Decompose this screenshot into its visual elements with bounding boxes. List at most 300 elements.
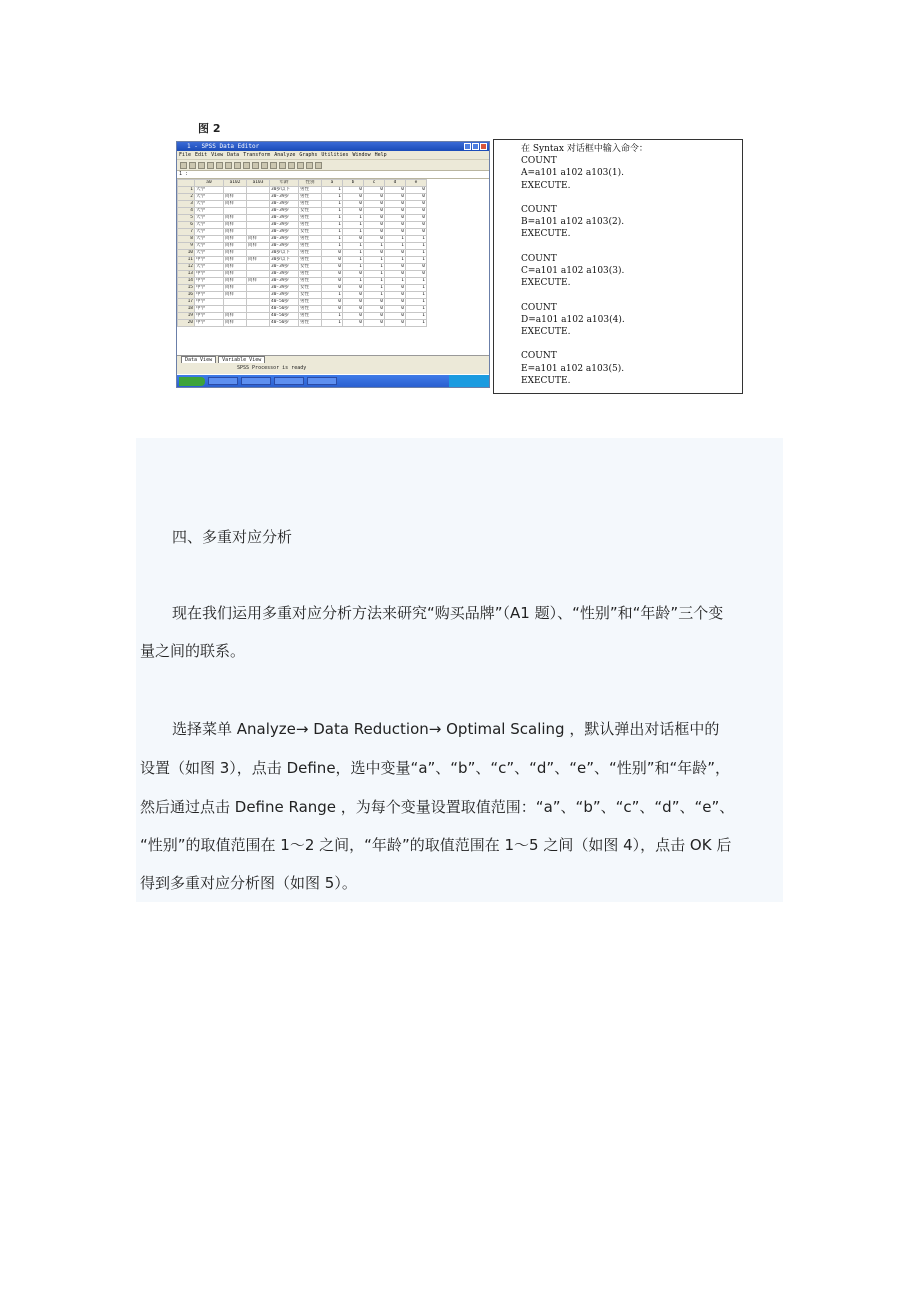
table-row: [178, 292, 427, 299]
table-cell[interactable]: [247, 313, 270, 320]
row-number[interactable]: 9: [178, 243, 195, 250]
table-cell[interactable]: 0: [343, 292, 364, 299]
table-cell[interactable]: 30-39岁: [270, 215, 299, 222]
table-row: [178, 285, 427, 292]
syntax-line: E=a101 a102 a103(5).: [521, 363, 625, 374]
table-cell[interactable]: 大学: [195, 208, 224, 215]
table-cell[interactable]: 0: [364, 194, 385, 201]
table-cell[interactable]: 1: [385, 243, 406, 250]
column-header[interactable]: d: [385, 180, 406, 187]
table-cell[interactable]: 1: [406, 299, 427, 306]
menu-item[interactable]: Help: [374, 152, 387, 158]
table-cell[interactable]: 女性: [299, 285, 322, 292]
table-cell[interactable]: 1: [364, 285, 385, 292]
table-row: [178, 320, 427, 327]
table-cell[interactable]: [247, 292, 270, 299]
menu-item[interactable]: Data: [227, 152, 240, 158]
menu-item[interactable]: Graphs: [299, 152, 318, 158]
table-cell[interactable]: 男性: [299, 215, 322, 222]
row-number[interactable]: 12: [178, 264, 195, 271]
table-cell[interactable]: 30-39岁: [270, 285, 299, 292]
table-cell[interactable]: 大学: [195, 264, 224, 271]
table-cell[interactable]: 30岁以下: [270, 250, 299, 257]
table-cell[interactable]: 30-39岁: [270, 208, 299, 215]
table-cell[interactable]: 中学: [195, 299, 224, 306]
table-cell[interactable]: 30-39岁: [270, 194, 299, 201]
table-cell[interactable]: 0: [322, 299, 343, 306]
syntax-line: D=a101 a102 a103(4).: [521, 314, 625, 325]
table-cell[interactable]: 男性: [299, 306, 322, 313]
table-row: [178, 215, 427, 222]
row-number[interactable]: 6: [178, 222, 195, 229]
table-cell[interactable]: 同样: [224, 215, 247, 222]
menu-item[interactable]: View: [211, 152, 224, 158]
table-cell[interactable]: 1: [406, 250, 427, 257]
table-cell[interactable]: 大学: [195, 187, 224, 194]
table-cell[interactable]: 0: [343, 201, 364, 208]
table-cell[interactable]: 1: [406, 292, 427, 299]
tab-variable-view[interactable]: Variable View: [218, 356, 265, 364]
table-cell[interactable]: 同样: [224, 271, 247, 278]
table-cell[interactable]: 男性: [299, 278, 322, 285]
paragraph-line: 得到多重对应分析图（如图 5）。: [140, 874, 357, 892]
table-cell[interactable]: 1: [343, 243, 364, 250]
table-cell[interactable]: [247, 229, 270, 236]
table-cell[interactable]: 中学: [195, 285, 224, 292]
paragraph-line: “性别”的取值范围在 1～2 之间，“年龄”的取值范围在 1～5 之间（如图 4），点击 OK 后: [140, 836, 732, 854]
column-header[interactable]: a102: [224, 180, 247, 187]
table-cell[interactable]: 0: [385, 285, 406, 292]
row-number[interactable]: 13: [178, 271, 195, 278]
table-cell[interactable]: 1: [364, 271, 385, 278]
table-cell[interactable]: 0: [406, 215, 427, 222]
table-cell[interactable]: [247, 222, 270, 229]
table-cell[interactable]: 40-50岁: [270, 299, 299, 306]
row-number[interactable]: 11: [178, 257, 195, 264]
table-cell[interactable]: [224, 306, 247, 313]
table-cell[interactable]: 男性: [299, 250, 322, 257]
maximize-icon[interactable]: [472, 143, 479, 150]
table-row: [178, 264, 427, 271]
table-cell[interactable]: 0: [406, 208, 427, 215]
spss-menubar: [177, 151, 489, 159]
table-cell[interactable]: 0: [385, 229, 406, 236]
table-cell[interactable]: 30-39岁: [270, 222, 299, 229]
row-number[interactable]: 16: [178, 292, 195, 299]
table-cell[interactable]: 0: [343, 236, 364, 243]
data-grid: [177, 179, 489, 327]
table-cell[interactable]: 男性: [299, 320, 322, 327]
table-row: [178, 271, 427, 278]
syntax-line: A=a101 a102 a103(1).: [521, 168, 625, 179]
goto-case-icon[interactable]: [243, 162, 250, 169]
table-cell[interactable]: 0: [343, 313, 364, 320]
table-cell[interactable]: 1: [322, 208, 343, 215]
spss-titlebar: [177, 142, 489, 151]
table-cell[interactable]: [224, 187, 247, 194]
spss-title: 1 - SPSS Data Editor: [187, 143, 260, 150]
weight-cases-icon[interactable]: [297, 162, 304, 169]
table-cell[interactable]: 男性: [299, 236, 322, 243]
row-number[interactable]: 14: [178, 278, 195, 285]
goto-chart-icon[interactable]: [234, 162, 241, 169]
spss-screenshot: [176, 141, 490, 388]
table-cell[interactable]: 中学: [195, 320, 224, 327]
table-cell[interactable]: 女性: [299, 229, 322, 236]
table-cell[interactable]: 同样: [224, 292, 247, 299]
table-cell[interactable]: 0: [406, 187, 427, 194]
column-header[interactable]: a: [322, 180, 343, 187]
table-cell[interactable]: 0: [343, 271, 364, 278]
table-cell[interactable]: 0: [406, 264, 427, 271]
table-cell[interactable]: 0: [322, 264, 343, 271]
table-cell[interactable]: 0: [406, 271, 427, 278]
table-cell[interactable]: 0: [364, 236, 385, 243]
table-cell[interactable]: 男性: [299, 313, 322, 320]
table-cell[interactable]: 男性: [299, 271, 322, 278]
dialog-recall-icon[interactable]: [207, 162, 214, 169]
table-cell[interactable]: 大学: [195, 250, 224, 257]
section-heading: 四、多重对应分析: [172, 528, 293, 546]
table-cell[interactable]: 0: [343, 306, 364, 313]
table-cell[interactable]: 0: [385, 222, 406, 229]
table-cell[interactable]: 1: [385, 257, 406, 264]
table-cell[interactable]: 0: [385, 271, 406, 278]
table-cell[interactable]: 1: [343, 229, 364, 236]
table-cell[interactable]: 中学: [195, 313, 224, 320]
row-number[interactable]: 17: [178, 299, 195, 306]
table-cell[interactable]: 男性: [299, 187, 322, 194]
table-cell[interactable]: 0: [385, 208, 406, 215]
table-cell[interactable]: 1: [385, 236, 406, 243]
table-cell[interactable]: 1: [385, 278, 406, 285]
table-cell[interactable]: 1: [406, 236, 427, 243]
column-header[interactable]: a103: [247, 180, 270, 187]
select-cases-icon[interactable]: [306, 162, 313, 169]
table-cell[interactable]: 1: [322, 201, 343, 208]
table-cell[interactable]: 0: [364, 299, 385, 306]
save-icon[interactable]: [189, 162, 196, 169]
minimize-icon[interactable]: [464, 143, 471, 150]
table-cell[interactable]: 40-50岁: [270, 306, 299, 313]
table-cell[interactable]: 同样: [224, 243, 247, 250]
table-cell[interactable]: 0: [322, 285, 343, 292]
column-header[interactable]: a0: [195, 180, 224, 187]
table-cell[interactable]: 同样: [224, 201, 247, 208]
table-cell[interactable]: 0: [385, 194, 406, 201]
table-cell[interactable]: 0: [406, 201, 427, 208]
table-cell[interactable]: 男性: [299, 243, 322, 250]
row-number[interactable]: 8: [178, 236, 195, 243]
table-cell[interactable]: 0: [343, 187, 364, 194]
table-cell[interactable]: 同样: [247, 278, 270, 285]
table-cell[interactable]: 女性: [299, 208, 322, 215]
syntax-line: EXECUTE.: [521, 180, 571, 191]
figure-label: 图 2: [198, 122, 221, 135]
table-cell[interactable]: 男性: [299, 194, 322, 201]
table-cell[interactable]: 0: [343, 299, 364, 306]
syntax-line: COUNT: [521, 253, 557, 264]
table-cell[interactable]: 1: [406, 243, 427, 250]
table-cell[interactable]: 女性: [299, 292, 322, 299]
grid-header-row: [178, 180, 427, 187]
table-cell[interactable]: 0: [322, 257, 343, 264]
value-labels-icon[interactable]: [315, 162, 322, 169]
table-cell[interactable]: 1: [364, 264, 385, 271]
table-cell[interactable]: 1: [364, 278, 385, 285]
menu-item[interactable]: Edit: [195, 152, 208, 158]
table-row: [178, 194, 427, 201]
system-tray: [449, 375, 489, 387]
table-cell[interactable]: 1: [406, 278, 427, 285]
table-cell[interactable]: 30-39岁: [270, 201, 299, 208]
menu-item[interactable]: Window: [352, 152, 371, 158]
open-icon[interactable]: [180, 162, 187, 169]
table-cell[interactable]: 0: [385, 215, 406, 222]
table-cell[interactable]: 1: [406, 257, 427, 264]
table-cell[interactable]: 0: [385, 187, 406, 194]
table-cell[interactable]: 同样: [224, 313, 247, 320]
table-cell[interactable]: 0: [322, 250, 343, 257]
table-cell[interactable]: 30-39岁: [270, 243, 299, 250]
table-row: [178, 243, 427, 250]
table-cell[interactable]: 0: [322, 306, 343, 313]
table-cell[interactable]: 同样: [224, 194, 247, 201]
table-cell[interactable]: 30-39岁: [270, 264, 299, 271]
table-cell[interactable]: 1: [343, 264, 364, 271]
table-cell[interactable]: [247, 320, 270, 327]
table-cell[interactable]: 1: [406, 306, 427, 313]
table-cell[interactable]: 1: [343, 222, 364, 229]
table-cell[interactable]: 大学: [195, 243, 224, 250]
table-cell[interactable]: 30-39岁: [270, 278, 299, 285]
table-cell[interactable]: 0: [322, 271, 343, 278]
table-row: [178, 229, 427, 236]
table-cell[interactable]: 0: [385, 313, 406, 320]
table-cell[interactable]: 0: [385, 320, 406, 327]
table-cell[interactable]: 同样: [224, 236, 247, 243]
table-cell[interactable]: 中学: [195, 292, 224, 299]
table-cell[interactable]: 0: [385, 306, 406, 313]
taskbar-item[interactable]: [274, 377, 304, 385]
table-cell[interactable]: [247, 194, 270, 201]
menu-item[interactable]: Transform: [243, 152, 271, 158]
table-cell[interactable]: 0: [364, 187, 385, 194]
undo-icon[interactable]: [216, 162, 223, 169]
table-row: [178, 208, 427, 215]
table-cell[interactable]: 1: [322, 187, 343, 194]
menu-item[interactable]: Utilities: [321, 152, 349, 158]
table-cell[interactable]: 同样: [224, 229, 247, 236]
table-cell[interactable]: 30岁以下: [270, 257, 299, 264]
table-cell[interactable]: 同样: [247, 257, 270, 264]
table-cell[interactable]: [247, 201, 270, 208]
table-cell[interactable]: 0: [364, 229, 385, 236]
table-cell[interactable]: 0: [364, 208, 385, 215]
variables-icon[interactable]: [252, 162, 259, 169]
table-cell[interactable]: 男性: [299, 201, 322, 208]
row-number[interactable]: 20: [178, 320, 195, 327]
table-cell[interactable]: [247, 264, 270, 271]
syntax-line: COUNT: [521, 205, 557, 215]
insert-variable-icon[interactable]: [279, 162, 286, 169]
table-cell[interactable]: 男性: [299, 222, 322, 229]
taskbar-item[interactable]: [208, 377, 238, 385]
table-cell[interactable]: [247, 306, 270, 313]
table-cell[interactable]: 1: [322, 243, 343, 250]
tab-data-view[interactable]: Data View: [181, 356, 216, 364]
table-cell[interactable]: 大学: [195, 215, 224, 222]
table-cell[interactable]: 30-39岁: [270, 271, 299, 278]
table-cell[interactable]: [247, 215, 270, 222]
table-cell[interactable]: 0: [385, 299, 406, 306]
table-cell[interactable]: 0: [364, 201, 385, 208]
table-cell[interactable]: 同样: [224, 222, 247, 229]
menu-item[interactable]: Analyze: [274, 152, 296, 158]
table-cell[interactable]: [247, 299, 270, 306]
column-header[interactable]: e: [406, 180, 427, 187]
row-number[interactable]: 7: [178, 229, 195, 236]
table-cell[interactable]: 同样: [224, 264, 247, 271]
redo-icon[interactable]: [225, 162, 232, 169]
table-cell[interactable]: 0: [364, 215, 385, 222]
table-cell[interactable]: 1: [406, 285, 427, 292]
column-header[interactable]: b: [343, 180, 364, 187]
table-cell[interactable]: 同样: [224, 257, 247, 264]
table-cell[interactable]: 中学: [195, 278, 224, 285]
table-cell[interactable]: [247, 285, 270, 292]
syntax-spacer: [521, 289, 742, 301]
table-cell[interactable]: 40-50岁: [270, 313, 299, 320]
table-cell[interactable]: 0: [406, 222, 427, 229]
row-number[interactable]: 2: [178, 194, 195, 201]
column-header[interactable]: 性别: [299, 180, 322, 187]
table-cell[interactable]: 1: [322, 292, 343, 299]
syntax-line: COUNT: [521, 302, 557, 313]
table-cell[interactable]: 30-39岁: [270, 236, 299, 243]
table-cell[interactable]: 大学: [195, 222, 224, 229]
table-cell[interactable]: 30-39岁: [270, 292, 299, 299]
syntax-line: COUNT: [521, 351, 557, 362]
table-cell[interactable]: 40-50岁: [270, 320, 299, 327]
table-cell[interactable]: 0: [364, 313, 385, 320]
table-cell[interactable]: 1: [364, 292, 385, 299]
row-number[interactable]: 18: [178, 306, 195, 313]
table-cell[interactable]: 同样: [224, 278, 247, 285]
table-cell[interactable]: 1: [343, 257, 364, 264]
table-cell[interactable]: 同样: [224, 250, 247, 257]
table-cell[interactable]: 1: [343, 250, 364, 257]
table-cell[interactable]: 0: [406, 229, 427, 236]
table-cell[interactable]: 0: [343, 194, 364, 201]
table-cell[interactable]: 1: [364, 257, 385, 264]
row-number[interactable]: 1: [178, 187, 195, 194]
taskbar-item[interactable]: [241, 377, 271, 385]
table-cell[interactable]: 0: [385, 292, 406, 299]
table-cell[interactable]: 0: [364, 250, 385, 257]
table-cell[interactable]: 1: [364, 243, 385, 250]
table-cell[interactable]: [247, 271, 270, 278]
table-cell[interactable]: 中学: [195, 257, 224, 264]
table-cell[interactable]: 1: [406, 320, 427, 327]
table-cell[interactable]: 0: [385, 201, 406, 208]
table-cell[interactable]: 1: [406, 313, 427, 320]
table-cell[interactable]: 0: [343, 320, 364, 327]
table-cell[interactable]: 1: [343, 278, 364, 285]
row-number[interactable]: 19: [178, 313, 195, 320]
table-cell[interactable]: 男性: [299, 257, 322, 264]
close-icon[interactable]: [480, 143, 487, 150]
paragraph-line: 然后通过点击 Define Range ，为每个变量设置取值范围：“a”、“b”、“c”、“d”、“e”、: [140, 798, 735, 816]
table-cell[interactable]: 1: [322, 320, 343, 327]
table-cell[interactable]: 1: [322, 236, 343, 243]
row-number[interactable]: 15: [178, 285, 195, 292]
table-cell[interactable]: 中学: [195, 271, 224, 278]
split-file-icon[interactable]: [288, 162, 295, 169]
table-cell[interactable]: 同样: [247, 236, 270, 243]
table-cell[interactable]: 大学: [195, 201, 224, 208]
print-icon[interactable]: [198, 162, 205, 169]
table-cell[interactable]: [224, 208, 247, 215]
row-number[interactable]: 4: [178, 208, 195, 215]
start-button[interactable]: [179, 377, 205, 386]
table-cell[interactable]: [247, 208, 270, 215]
table-cell[interactable]: 大学: [195, 236, 224, 243]
row-number[interactable]: 3: [178, 201, 195, 208]
find-icon[interactable]: [261, 162, 268, 169]
table-cell[interactable]: 同样: [224, 285, 247, 292]
table-cell[interactable]: [247, 187, 270, 194]
table-cell[interactable]: 30-39岁: [270, 229, 299, 236]
table-row: [178, 236, 427, 243]
table-cell[interactable]: 男性: [299, 299, 322, 306]
table-cell[interactable]: 1: [322, 229, 343, 236]
table-cell[interactable]: 1: [343, 215, 364, 222]
table-cell[interactable]: [247, 250, 270, 257]
table-cell[interactable]: 1: [322, 215, 343, 222]
table-cell[interactable]: 1: [322, 222, 343, 229]
menu-item[interactable]: File: [179, 152, 192, 158]
table-cell[interactable]: 1: [322, 313, 343, 320]
paragraph-line: 量之间的联系。: [140, 642, 246, 660]
table-cell[interactable]: 0: [364, 320, 385, 327]
table-cell[interactable]: 0: [343, 285, 364, 292]
table-cell[interactable]: 0: [343, 208, 364, 215]
row-number[interactable]: 5: [178, 215, 195, 222]
table-cell[interactable]: 0: [364, 222, 385, 229]
table-cell[interactable]: 同样: [224, 320, 247, 327]
table-cell[interactable]: 0: [385, 264, 406, 271]
row-number[interactable]: 10: [178, 250, 195, 257]
table-cell[interactable]: 大学: [195, 194, 224, 201]
table-cell[interactable]: 0: [406, 194, 427, 201]
table-cell[interactable]: 0: [385, 250, 406, 257]
table-cell[interactable]: [224, 299, 247, 306]
taskbar-item[interactable]: [307, 377, 337, 385]
column-header[interactable]: 年龄: [270, 180, 299, 187]
table-cell[interactable]: 1: [322, 194, 343, 201]
table-cell[interactable]: 0: [364, 306, 385, 313]
article-panel: [136, 438, 783, 902]
table-cell[interactable]: 女性: [299, 264, 322, 271]
table-cell[interactable]: 30岁以下: [270, 187, 299, 194]
table-cell[interactable]: 0: [322, 278, 343, 285]
column-header[interactable]: c: [364, 180, 385, 187]
table-cell[interactable]: 中学: [195, 306, 224, 313]
table-cell[interactable]: 大学: [195, 229, 224, 236]
table-cell[interactable]: 同样: [247, 243, 270, 250]
insert-case-icon[interactable]: [270, 162, 277, 169]
